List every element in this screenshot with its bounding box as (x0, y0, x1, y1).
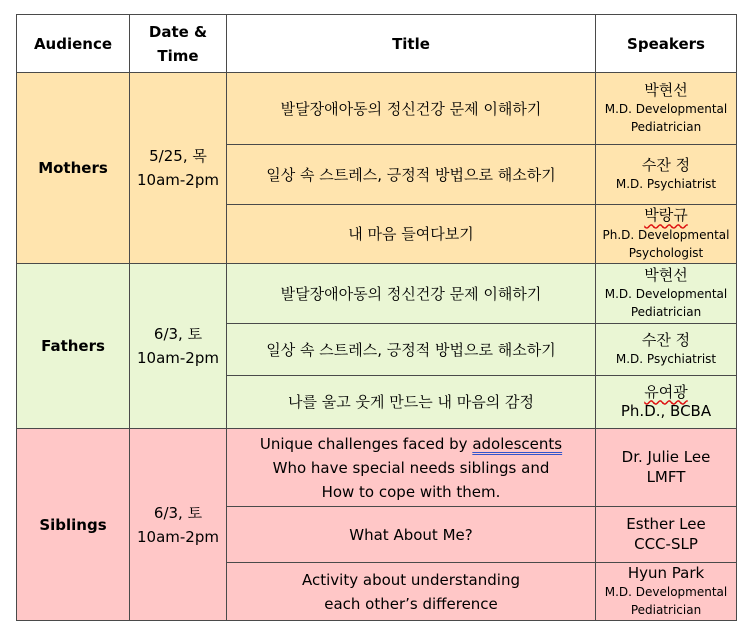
speaker-name: 수잔 정 (641, 330, 691, 349)
speaker-name: Hyun Park (627, 563, 705, 582)
speaker-role: CCC-SLP (634, 534, 698, 553)
speaker-cell (596, 563, 737, 621)
table-row (17, 429, 737, 507)
speaker-cell (596, 324, 737, 376)
session-title: 내 마음 들여다보기 (227, 205, 596, 264)
speaker-cell (596, 429, 737, 507)
speaker-name: 박랑규 (644, 206, 688, 225)
speaker-name: Dr. Julie Lee (621, 448, 711, 466)
session-title: 나를 울고 웃게 만드는 내 마음의 감정 (227, 376, 596, 429)
speaker-role: Pediatrician (630, 120, 702, 135)
speaker-role: Ph.D., BCBA (620, 402, 712, 420)
speaker-cell (596, 145, 737, 205)
speaker-role: M.D. Developmental (604, 102, 728, 117)
session-title (227, 563, 596, 621)
date-fathers (130, 264, 227, 429)
header-speakers: Speakers (596, 15, 737, 73)
speaker-role: M.D. Psychiatrist (615, 352, 717, 367)
time-text: 10am-2pm (137, 171, 219, 189)
session-title (227, 429, 596, 507)
header-date-line1: Date & (148, 22, 208, 41)
title-text: Unique challenges faced by (259, 434, 473, 453)
audience-mothers: Mothers (17, 73, 130, 264)
time-text: 10am-2pm (137, 527, 219, 546)
speaker-cell (596, 205, 737, 264)
header-row (17, 15, 737, 73)
header-date-line2: Time (157, 46, 199, 65)
title-text: Activity about understanding (302, 570, 520, 589)
speaker-cell (596, 376, 737, 429)
date-siblings (130, 429, 227, 621)
speaker-name: Esther Lee (626, 515, 706, 533)
table-row (17, 264, 737, 324)
speaker-role: Ph.D. Developmental (602, 227, 730, 242)
audience-fathers: Fathers (17, 264, 130, 429)
session-title: 일상 속 스트레스, 긍정적 방법으로 해소하기 (227, 145, 596, 205)
speaker-name: 유여광 (644, 382, 688, 401)
speaker-role: Pediatrician (630, 603, 702, 618)
speaker-role: M.D. Developmental (604, 585, 728, 600)
title-text: How to cope with them. (321, 482, 501, 501)
date-text: 6/3, 토 (153, 503, 203, 522)
header-title: Title (227, 15, 596, 73)
title-text: Who have special needs siblings and (272, 458, 550, 477)
date-text: 5/25, 목 (149, 147, 207, 165)
speaker-name: 수잔 정 (641, 155, 691, 174)
title-underlined-word: adolescents (472, 434, 563, 453)
speaker-role: LMFT (646, 467, 686, 486)
speaker-role: M.D. Developmental (604, 287, 728, 302)
session-title: 발달장애아동의 정신건강 문제 이해하기 (227, 264, 596, 324)
session-title: 발달장애아동의 정신건강 문제 이해하기 (227, 73, 596, 145)
session-title: What About Me? (227, 507, 596, 563)
header-audience: Audience (17, 15, 130, 73)
schedule-table (16, 14, 737, 621)
header-date-time (130, 15, 227, 73)
speaker-name: 박현선 (644, 80, 688, 99)
title-text: each other’s difference (324, 594, 498, 613)
date-text: 6/3, 토 (153, 325, 203, 343)
speaker-name: 박현선 (644, 265, 688, 284)
speaker-role: M.D. Psychiatrist (615, 177, 717, 192)
time-text: 10am-2pm (137, 349, 219, 367)
audience-siblings: Siblings (17, 429, 130, 621)
speaker-cell (596, 73, 737, 145)
session-title: 일상 속 스트레스, 긍정적 방법으로 해소하기 (227, 324, 596, 376)
table-row (17, 73, 737, 145)
speaker-cell (596, 264, 737, 324)
speaker-role: Psychologist (628, 245, 704, 260)
speaker-cell (596, 507, 737, 563)
speaker-role: Pediatrician (630, 305, 702, 320)
date-mothers (130, 73, 227, 264)
